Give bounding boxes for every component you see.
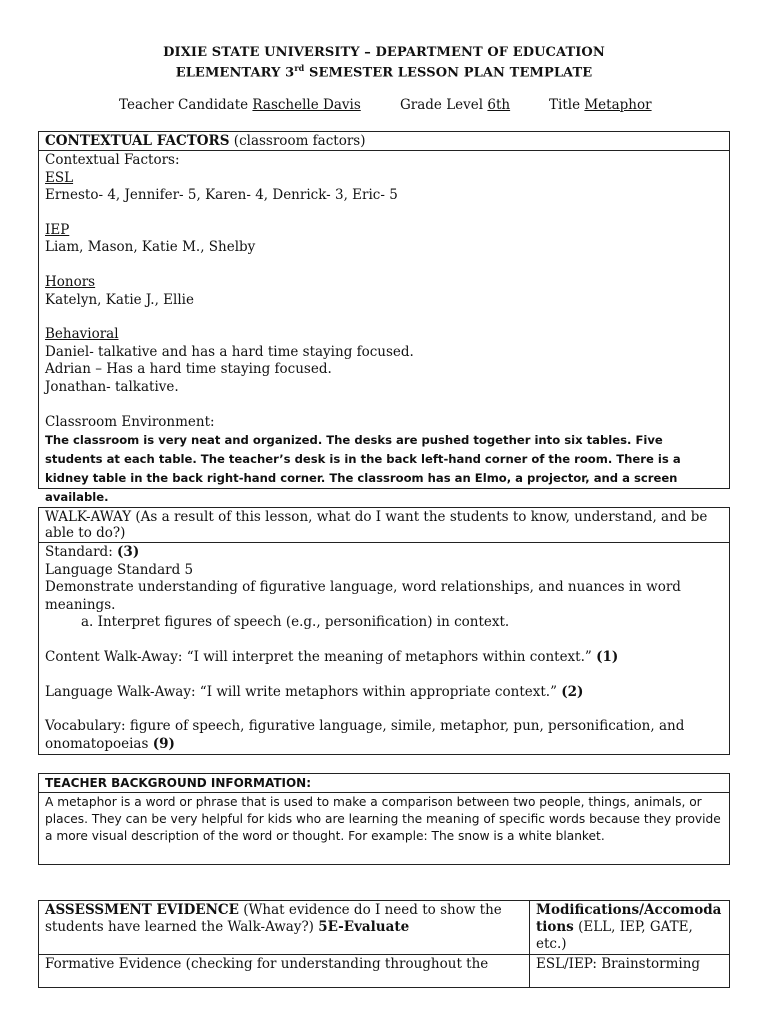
language-standard: Language Standard 5 [45, 561, 194, 578]
standard-label: Standard: [45, 544, 118, 560]
standard-num: (3) [117, 544, 140, 560]
grade-value: 6th [487, 97, 511, 113]
modifications-note: (ELL, IEP, GATE, etc.) [536, 919, 693, 952]
demonstrate-text: Demonstrate understanding of figurative language, word relationships, and nuances in word meanings. [45, 579, 681, 613]
behavioral-line-2: Adrian – Has a hard time staying focused. [45, 361, 332, 378]
modifications-heading: Modifications/Accomodations [536, 902, 722, 935]
assessment-heading: ASSESSMENT EVIDENCE [45, 902, 239, 918]
content-walk-away [45, 649, 723, 667]
content-walk-away-text: Content Walk-Away: “I will interpret the meaning of metaphors within context.” [45, 648, 597, 665]
assessment-heading-note: (What evidence do I need to show the students have learned the Walk-Away?) [45, 902, 502, 935]
honors-text: Katelyn, Katie J., Ellie [45, 291, 194, 308]
template-title [0, 63, 768, 80]
iep-label: IEP [45, 221, 70, 238]
contextual-intro: Contextual Factors: [45, 152, 180, 168]
esl-text: Ernesto- 4, Jennifer- 5, Karen- 4, Denrick- 3, Eric- 5 [45, 187, 398, 204]
language-walk-away-text: Language Walk-Away: “I will write metaphors within appropriate context.” [45, 683, 562, 700]
behavioral-line-1: Daniel- talkative and has a hard time staying focused. [45, 343, 414, 360]
vocabulary-text: Vocabulary: figure of speech, figurative language, simile, metaphor, pun, personification, and onomatopoeias [45, 718, 685, 752]
grade-label: Grade Level [400, 97, 488, 113]
standard-line [45, 544, 723, 562]
vocabulary [45, 718, 723, 753]
contextual-heading: CONTEXTUAL FACTORS [45, 133, 230, 149]
modifications-heading-cell [530, 901, 730, 955]
teacher-background-box [38, 773, 730, 865]
walk-away-body [39, 543, 729, 754]
iep-text: Liam, Mason, Katie M., Shelby [45, 239, 256, 256]
language-walk-away [45, 684, 723, 702]
esl-label: ESL [45, 169, 74, 186]
interpret-text: a. Interpret figures of speech (e.g., personification) in context. [81, 614, 510, 631]
honors-label: Honors [45, 273, 96, 290]
contextual-factors-heading [39, 132, 729, 151]
template-title-sup: rd [294, 63, 305, 73]
teacher-value: Raschelle Davis [252, 97, 361, 113]
teacher-label: Teacher Candidate [119, 97, 253, 113]
esl-iep-cell: ESL/IEP: Brainstorming [530, 955, 730, 988]
behavioral-line-3: Jonathan- talkative. [45, 378, 179, 395]
environment-label: Classroom Environment: [45, 413, 215, 430]
grade-level [400, 97, 510, 113]
language-walk-away-num: (2) [561, 683, 584, 700]
vocabulary-num: (9) [152, 735, 175, 752]
assessment-evaluate: 5E-Evaluate [318, 919, 410, 935]
walk-away-note: (As a result of this lesson, what do I want the students to know, understand, and be able to do?) [45, 509, 708, 541]
assessment-header-row [39, 901, 730, 955]
assessment-table [38, 900, 730, 988]
contextual-heading-note: (classroom factors) [229, 133, 366, 149]
lesson-title [549, 97, 652, 113]
walk-away-heading [39, 508, 729, 543]
background-heading: TEACHER BACKGROUND INFORMATION: [39, 774, 729, 793]
environment-text: The classroom is very neat and organized. The desks are pushed together into six tables. Five students at each table. The teacher’s desk is in the back left-hand corner of the room. There is a kidney table in the back right-hand corner. The classroom has an Elmo, a projector, and a screen available. [45, 433, 681, 505]
title-label: Title [549, 97, 585, 113]
behavioral-label: Behavioral [45, 326, 119, 343]
assessment-row [39, 955, 730, 988]
background-text: A metaphor is a word or phrase that is used to make a comparison between two people, things, animals, or places. They can be very helpful for kids who are learning the meaning of specific words because they provide a more visual description of the word or thought. For example: The snow is a white blanket. [45, 795, 721, 843]
university-title: DIXIE STATE UNIVERSITY – DEPARTMENT OF EDUCATION [163, 45, 605, 60]
formative-evidence-cell: Formative Evidence (checking for understanding throughout the [39, 955, 530, 988]
walk-away-box [38, 507, 730, 755]
template-title-pre: ELEMENTARY 3 [175, 65, 295, 81]
walk-away-title: WALK-AWAY [45, 509, 132, 525]
assessment-heading-cell [39, 901, 530, 955]
content-walk-away-num: (1) [596, 648, 619, 665]
template-title-post: SEMESTER LESSON PLAN TEMPLATE [304, 65, 593, 81]
contextual-factors-box [38, 131, 730, 505]
contextual-factors-body [39, 151, 729, 508]
teacher-candidate [119, 97, 361, 113]
title-value: Metaphor [584, 97, 652, 113]
